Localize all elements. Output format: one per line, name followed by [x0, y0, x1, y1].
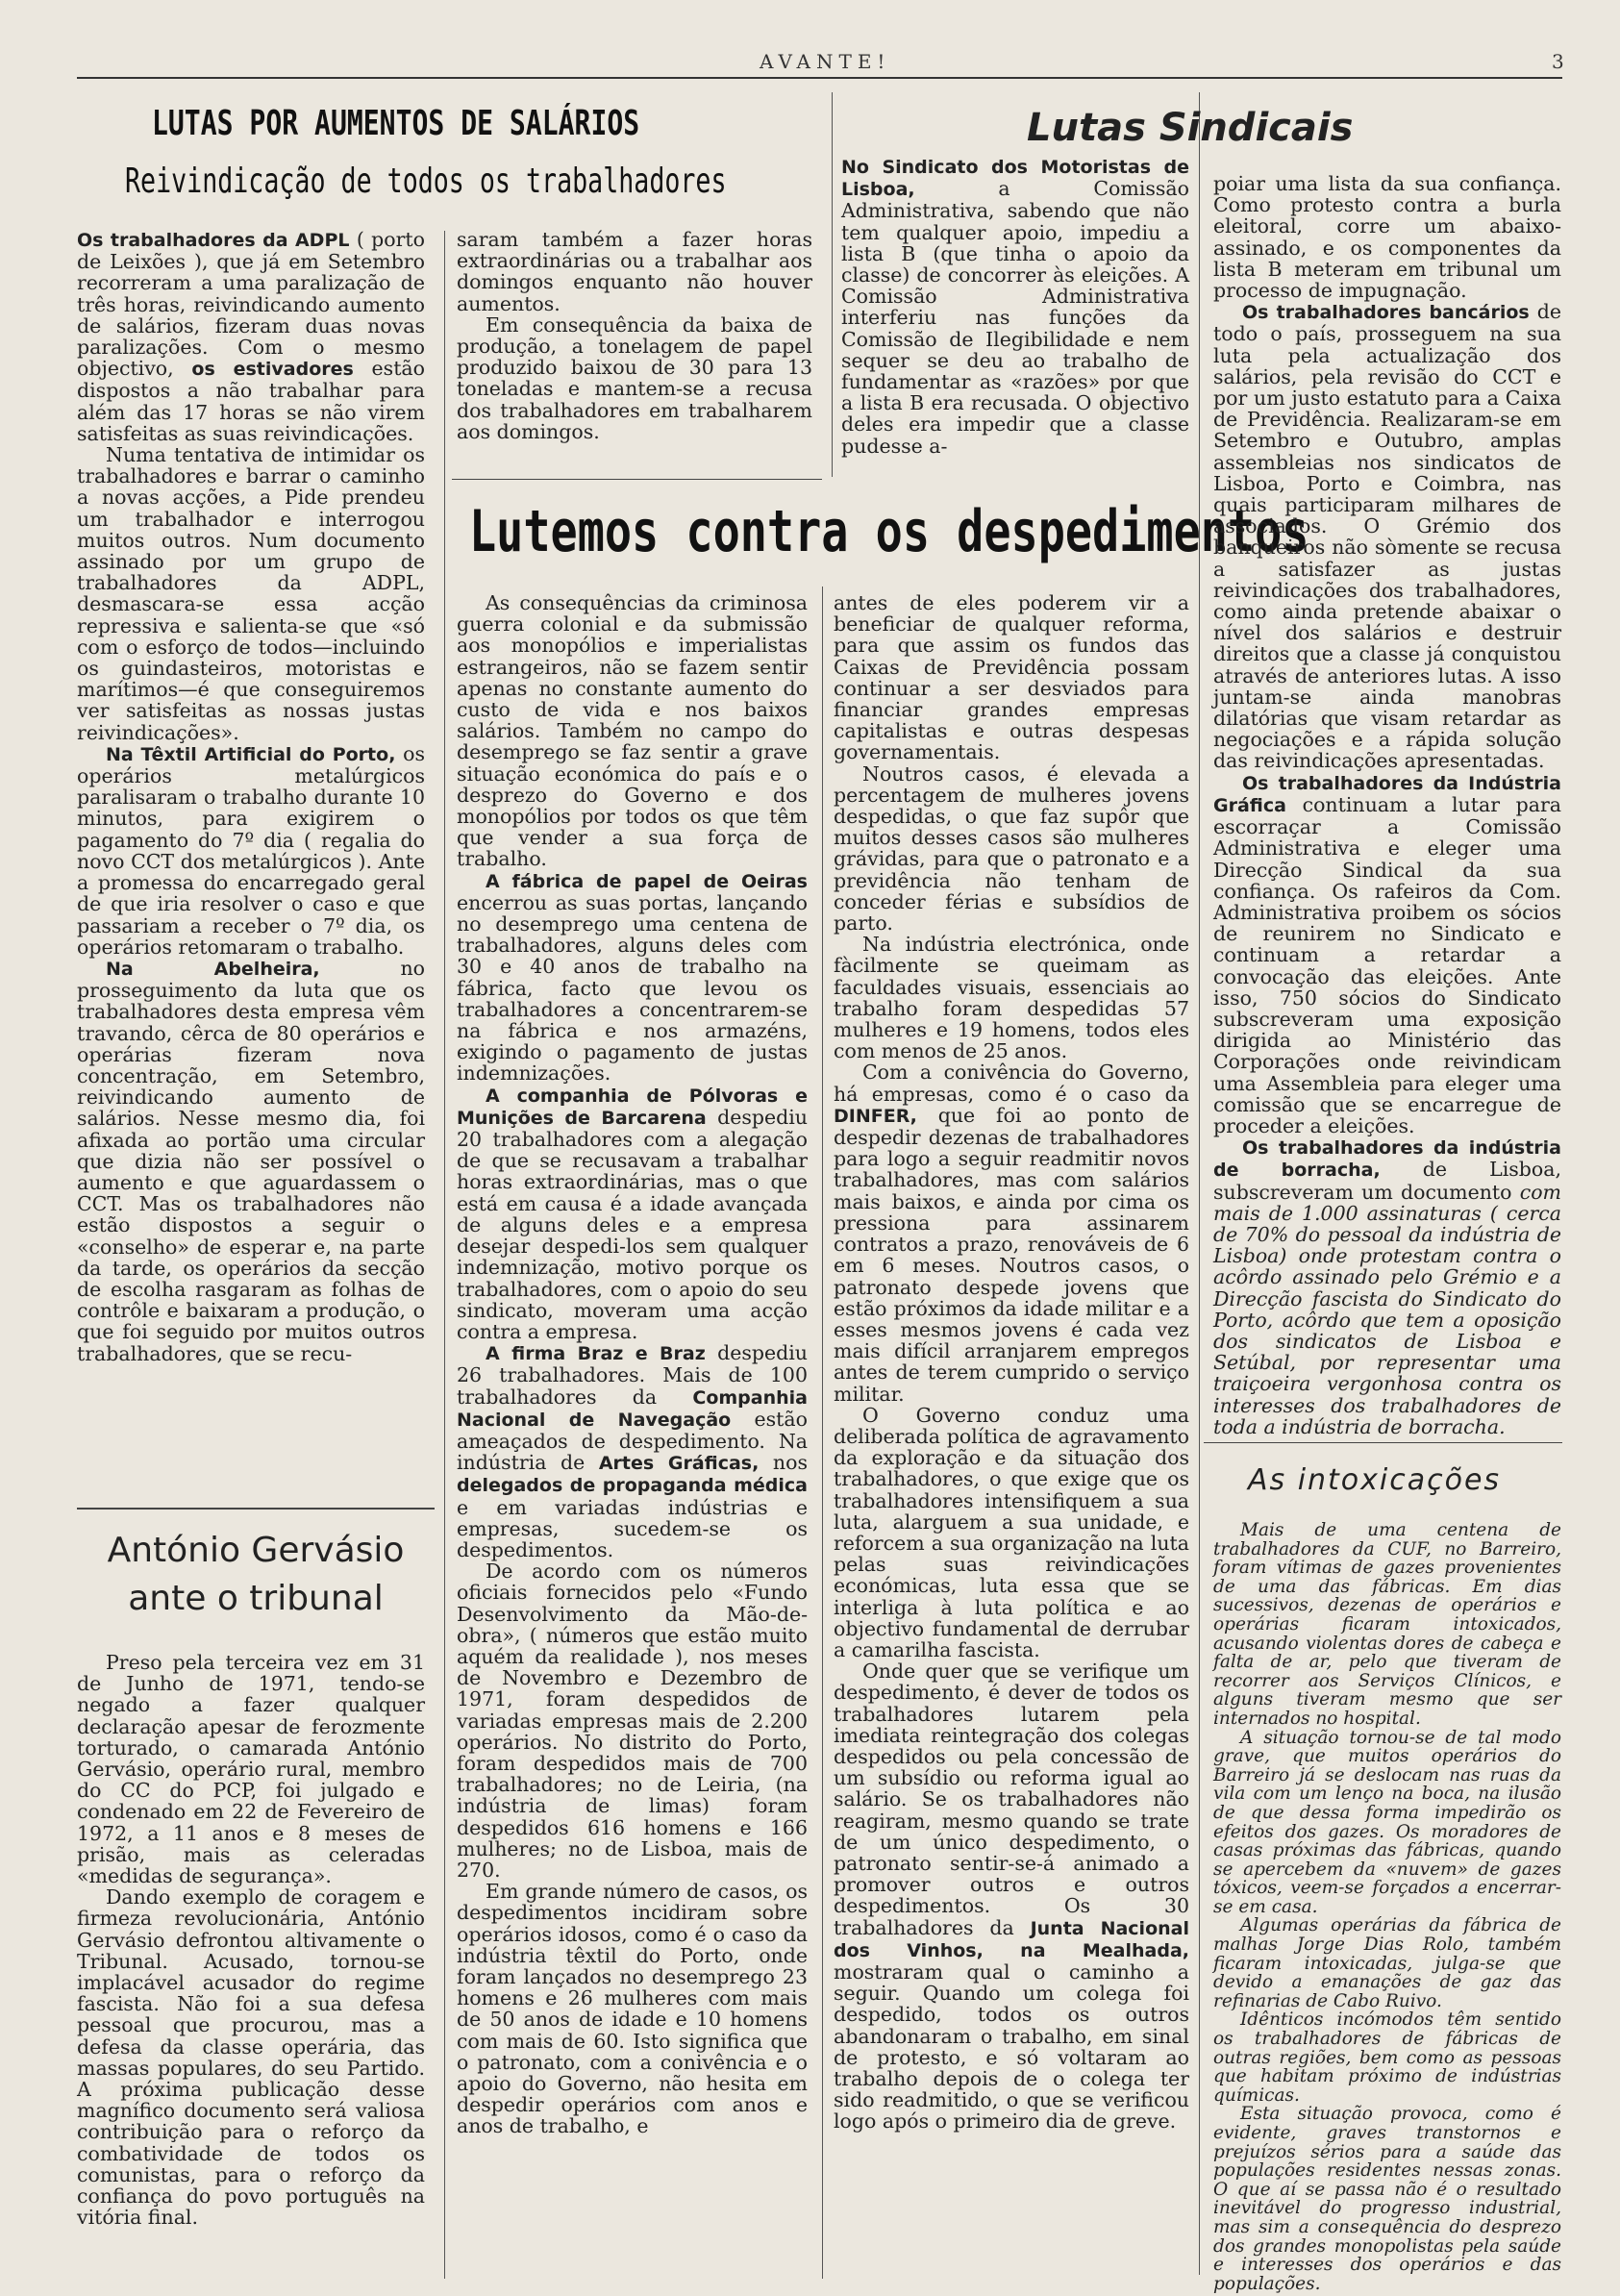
masthead: AVANTE!: [760, 50, 891, 73]
article-salarios-col1: Os trabalhadores da ADPL ( porto de Leixões ), que já em Setembro recorreram a uma paralização de três horas, reivindicando aumento de salários, fizeram duas novas paralizações. Com o mesmo objectivo, os estivadores estão dispostos a não trabalhar para além das 17 horas se não virem satisfeitas as suas reivindicações. Numa tentativa de intimidar os trabalhadores e barrar o caminho a novas acções, a Pide prendeu um trabalhador e interrogou muitos outros. Num documento assinado por um grupo de trabalhadores da ADPL, desmascara-se essa acção repressiva e salienta-se que «só com o esforço de todos—incluindo os guindasteiros, motoristas e marítimos—é que conseguiremos ver satisfeitas as nossas justas reivindicações». Na Têxtil Artificial do Porto, os operários metalúrgicos paralisaram o trabalho durante 10 minutos, para exigirem o pagamento do 7º dia ( regalia do novo CCT dos metalúrgicos ). Ante a promessa do encarregado geral de que iria resolver o caso e que passariam a receber o 7º dia, os operários retomaram o trabalho. Na Abelheira, no prosseguimento da luta que os trabalhadores desta empresa vêm travando, cêrca de 80 operários e operárias fizeram nova concentração, em Setembro, reivindicando aumento de salários. Nesse mesmo dia, foi afixada ao portão uma circular que dizia não ser possível o aumento e que aguardassem o CCT. Mas os trabalhadores não estão dispostos a seguir o «conselho» de esperar e, na parte da tarde, os operários da secção de escolha rasgaram as folhas de contrôle e baixaram a produção, o que foi seguido por muitos outros trabalhadores, que se recu-: [77, 228, 426, 1365]
article-sindicais-col1: No Sindicato dos Motoristas de Lisboa, a Comissão Administrativa, sabendo que não tem qualquer apoio, impediu a lista B (que tinha o apoio da classe) de concorrer às eleições. A Comissão Administrativa interferiu nas funções da Comissão de Ilegibilidade e nem sequer se deu ao trabalho de fundamentar as «razões» por que a lista B era recusada. O objectivo deles era impedir que a classe pudesse a-: [841, 157, 1189, 458]
column-divider: [822, 586, 823, 2279]
article-gervasio-body: Preso pela terceira vez em 31 de Junho de 1971, tendo-se negado a fazer qualquer declaração apesar de ferozmente torturado, o camarada António Gervásio, operário rural, membro do CC do PCP, foi julgado e condenado em 22 de Fevereiro de 1972, a 11 anos e 8 meses de prisão, mais as celeradas «medidas de segurança». Dando exemplo de coragem e firmeza revolucionária, António Gervásio defrontou altivamente o Tribunal. Acusado, tornou-se implacável acusador do regime fascista. Não foi a sua defesa pessoal que procurou, mas a defesa da classe operária, das massas populares, do seu Partido. A próxima publicação desse magnífico documento será valiosa contribuição para o reforço da combatividade de todos os comunistas, para o reforço da confiança do povo português na vitória final.: [77, 1651, 425, 2230]
header-rule: [77, 77, 1562, 79]
rule: [452, 479, 822, 480]
column-divider: [1199, 92, 1200, 2275]
headline-sindicais: Lutas Sindicais: [1027, 106, 1354, 150]
article-despedimentos-colB: antes de eles poderem vir a beneficiar de qualquer reforma, para que assim os fundos das Caixas de Previdência possam continuar a ser desviados para financiar grandes empresas capitalistas e outras despesas governamentais. Noutros casos, é elevada a percentagem de mulheres jovens despedidas, o que faz supôr que muitos desses casos são mulheres grávidas, para que o patronato e a previdência não tenham de conceder férias e subsídios de parto. Na indústria electrónica, onde fàcilmente se queimam as faculdades visuais, essenciais ao trabalho foram despedidas 57 mulheres e 19 homens, todos eles com menos de 25 anos. Com a conivência do Governo, há empresas, como é o caso da DINFER, que foi ao ponto de despedir dezenas de trabalhadores para logo a seguir readmitir novos trabalhadores, mas com salários mais baixos, e ainda por cima os pressiona para assinarem contratos a prazo, renováveis de 6 em 6 meses. Noutros casos, o patronato despede jovens que estão próximos da idade militar e a esses mesmos jovens é cada vez mais difícil arranjarem empregos antes de terem cumprido o serviço militar. O Governo conduz uma deliberada política de agravamento da exploração e da situação dos trabalhadores, o que exige que os trabalhadores intensifiquem a sua luta, alarguem a sua unidade, e reforcem a sua organização na luta pelas suas reivindicações económicas, luta essa que se interliga à luta política e ao objectivo fundamental de derrubar a camarilha fascista. Onde quer que se verifique um despedimento, é dever de todos os trabalhadores lutarem pela imediata reintegração dos colegas despedidos ou pela concessão de um subsídio ou reforma igual ao salário. Se os trabalhadores não reagiram, mesmo quando se trate de um único despedimento, o patronato sentir-se-á animado a promover outros e outros despedimentos. Os 30 trabalhadores da Junta Nacional dos Vinhos, na Mealhada, mostraram qual o caminho a seguir. Quando um colega foi despedido, todos os outros abandonaram o trabalho, em sinal de protesto, e só voltaram ao trabalho depois de o colega ter sido readmitido, o que se verificou logo após o primeiro dia de greve.: [834, 591, 1189, 2134]
article-sindicais-col2: poiar uma lista da sua confiança. Como protesto contra a burla eleitoral, corre um abaixo-assinado, e os componentes da lista B meteram em tribunal um processo de impugnação. Os trabalhadores bancários de todo o país, prosseguem na sua luta pela actualização dos salários, pela revisão do CCT e por um justo estatuto para a Caixa de Previdência. Realizaram-se em Setembro e Outubro, amplas assembleias nos sindicatos de Lisboa, Porto e Coimbra, nas quais participaram milhares de associados. O Grémio dos banqueiros não sòmente se recusa a satisfazer as justas reivindicações dos trabalhadores, como ainda pretende abaixar o nível dos salários e destruir direitos que a classe já conquistou através de anteriores lutas. A isso juntam-se ainda manobras dilatórias que visam retardar as negociações e a rápida solução das reivindicações apresentadas. Os trabalhadores da Indústria Gráfica continuam a lutar para escorraçar a Comissão Administrativa e eleger uma Direcção Sindical da sua confiança. Os rafeiros da Com. Administrativa proibem os sócios de reunirem no Sindicato e continuam a retardar a convocação das eleições. Ante isso, 750 sócios do Sindicato subscreveram uma exposição dirigida ao Ministério das Corporações onde reivindicam uma Assembleia para eleger uma comissão que se encarregue de proceder a eleições. Os trabalhadores da indústria de borracha, de Lisboa, subscreveram um documento com mais de 1.000 assinaturas ( cerca de 70% do pessoal da indústria de Lisboa) onde protestam contra o acôrdo assinado pelo Grémio e a Direcção fascista do Sindicato do Porto, acôrdo que tem a oposição dos sindicatos de Lisboa e Setúbal, por representar uma traiçoeira vergonhosa contra os interesses dos trabalhadores de toda a indústria de borracha.: [1213, 172, 1561, 1438]
column-divider: [832, 92, 833, 477]
headline-gervasio-line2: ante o tribunal: [128, 1579, 384, 1618]
lead-adpl: Os trabalhadores da ADPL: [77, 230, 350, 251]
headline-despedimentos: Lutemos contra os despedimentos: [469, 498, 1309, 565]
article-despedimentos-colA: As consequências da criminosa guerra colonial e da submissão aos monopólios e imperialistas estrangeiros, não se fazem sentir apenas no constante aumento do custo de vida e nos baixos salários. Também no campo do desemprego se faz sentir a grave situação económica do país e o desprezo do Governo e dos monopólios por todos os que têm que vender a sua força de trabalho. A fábrica de papel de Oeiras encerrou as suas portas, lançando no desemprego uma centena de trabalhadores, alguns deles com 30 e 40 anos de trabalho na fábrica, facto que levou os trabalhadores a concentrarem-se na fábrica e nos armazéns, exigindo o pagamento de justas indemnizações. A companhia de Pólvoras e Munições de Barcarena despediu 20 trabalhadores com a alegação de que se recusavam a trabalhar horas extraordinárias, mas o que está em causa é a idade avançada de alguns deles e a empresa desejar despedi-los sem qualquer indemnização, motivo porque os trabalhadores, com o apoio do seu sindicato, moveram uma acção contra a empresa. A firma Braz e Braz despediu 26 trabalhadores. Mais de 100 trabalhadores da Companhia Nacional de Navegação estão ameaçados de despedimento. Na indústria de Artes Gráficas, nos delegados de propaganda médica e em variadas indústrias e empresas, sucedem-se os despedimentos. De acordo com os números oficiais fornecidos pelo «Fundo Desenvolvimento da Mão-de-obra», ( números que estão muito aquém da realidade ), nos meses de Novembro e Dezembro de 1971, foram despedidos de variadas empresas mais de 2.200 operários. No distrito do Porto, foram despedidos mais de 700 trabalhadores; no de Leiria, (na indústria de limas) foram despedidos 616 homens e 166 mulheres; no de Lisboa, mais de 270. Em grande número de casos, os despedimentos incidiram sobre operários idosos, como é o caso da indústria têxtil do Porto, onde foram lançados no desemprego 23 homens e 26 mulheres com mais de 50 anos de idade e 10 homens com mais de 60. Isto significa que o patronato, com a conivência e o apoio do Governo, não hesita em despedir operários com anos e anos de trabalho, e: [457, 591, 808, 2138]
subheadline-salarios: Reivindicação de todos os trabalhadores: [125, 162, 727, 201]
headline-gervasio-line1: António Gervásio: [107, 1531, 405, 1570]
rule: [1204, 1442, 1562, 1443]
rule: [77, 1508, 435, 1510]
page-number: 3: [1552, 50, 1564, 73]
headline-intoxicacoes: As intoxicações: [1248, 1463, 1502, 1497]
headline-salarios: LUTAS POR AUMENTOS DE SALÁRIOS: [152, 104, 640, 143]
column-divider: [444, 231, 445, 2279]
article-salarios-col2: saram também a fazer horas extraordinárias ou a trabalhar aos domingos enquanto não houver aumentos. Em consequência da baixa de produção, a tonelagem de papel produzido baixou de 30 para 13 toneladas e mantem-se a recusa dos trabalhadores em trabalharem aos domingos.: [457, 228, 812, 443]
article-intoxicacoes-body: Mais de uma centena de trabalhadores da CUF, no Barreiro, foram vítimas de gazes provenientes de uma das fábricas. Em dias sucessivos, dezenas de operários e operárias ficaram intoxicados, acusando violentas dores de cabeça e falta de ar, pelo que tiveram de recorrer aos Serviços Clínicos, e alguns tiveram mesmo que ser internados no hospital. A situação tornou-se de tal modo grave, que muitos operários do Barreiro já se deslocam nas ruas da vila com um lenço na boca, na ilusão de que dessa forma impedirão os efeitos dos gazes. Os moradores de casas próximas das fábricas, quando se apercebem da «nuvem» de gazes tóxicos, veem-se forçados a encerrar-se em casa. Algumas operárias da fábrica de malhas Jorge Dias Rolo, também ficaram intoxicadas, julga-se que devido a emanações de gaz das refinarias de Cabo Ruivo. Idênticos incómodos têm sentido os trabalhadores de fábricas de outras regiões, bem como as pessoas que habitam próximo de indústrias químicas. Esta situação provoca, como é evidente, graves transtornos e prejuízos sérios para a saúde das populações residentes nessas zonas. O que aí se passa não é o resultado inevitável do progresso industrial, mas sim a consequência do desprezo dos grandes monopolistas pela saúde e interesses dos operários e das populações.: [1213, 1520, 1561, 2294]
